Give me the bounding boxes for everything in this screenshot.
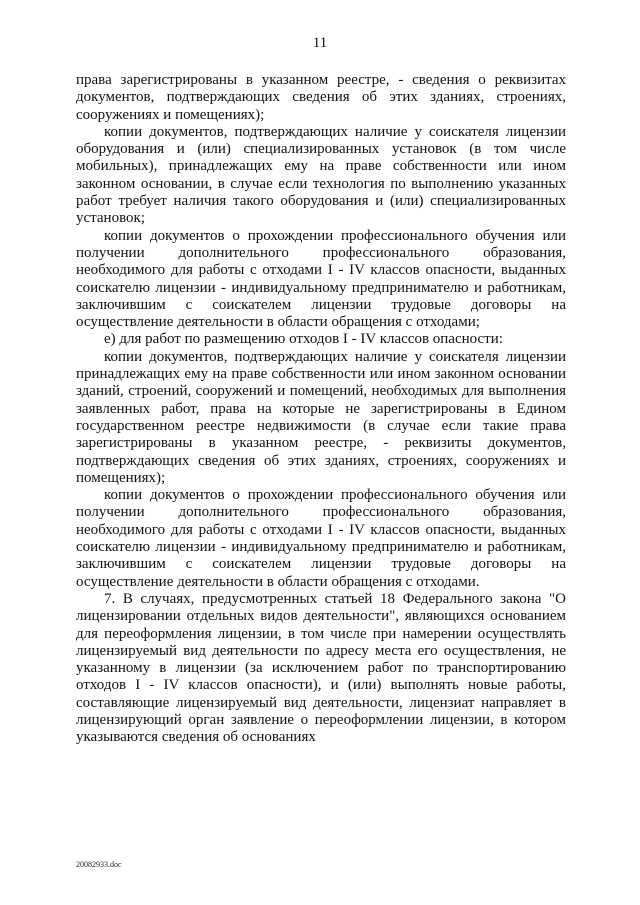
- page-number: 11: [312, 35, 328, 51]
- paragraph-training-copies: копии документов о прохождении профессионального обучения или получении дополнительного профессионального образования, необходимого для работы с отходами I - IV классов опасности, выданных соискателю лицензии - индивидуальному предпринимателю и работникам, заключившим с соискателем лицензии трудовые договоры на осуществление деятельности в области обращения с отходами;: [76, 227, 566, 331]
- paragraph-equipment-copies: копии документов, подтверждающих наличие у соискателя лицензии оборудования и (или) специализированных установок (в том числе мобильных), принадлежащих ему на праве собственности или ином законном основании, в случае если технология по выполнению указанных работ требует наличия такого оборудования и (или) специализированных установок;: [76, 123, 566, 227]
- paragraph-continuation: права зарегистрированы в указанном реестре, - сведения о реквизитах документов, подтверждающих сведения об этих зданиях, строениях, сооружениях и помещениях);: [76, 72, 566, 123]
- paragraph-item-e: е) для работ по размещению отходов I - IV классов опасности:: [104, 331, 503, 348]
- paragraph-training-copies-2: копии документов о прохождении профессионального обучения или получении дополнительного профессионального образования, необходимого для работы с отходами I - IV классов опасности, выданных соискателю лицензии - индивидуальному предпринимателю и работникам, заключившим с соискателем лицензии трудовые договоры на осуществление деятельности в области обращения с отходами.: [76, 487, 566, 590]
- paragraph-buildings-copies: копии документов, подтверждающих наличие у соискателя лицензии принадлежащих ему на праве собственности или ином законном основании зданий, строений, сооружений и помещений, необходимых для выполнения заявленных работ, права на которые не зарегистрированы в Едином государственном реестре недвижимости (в случае если такие права зарегистрированы в указанном реестре, - реквизиты документов, подтверждающих сведения об этих зданиях, строениях, сооружениях и помещениях);: [76, 348, 566, 486]
- document-body: [76, 72, 566, 747]
- footer-filename: 20082933.doc: [76, 860, 122, 869]
- paragraph-section-7: 7. В случаях, предусмотренных статьей 18 Федерального закона "О лицензировании отдельных видов деятельности", являющихся основанием для переоформления лицензии, в том числе при намерении осуществлять лицензируемый вид деятельности по адресу места его осуществления, не указанному в лицензии (за исключением работ по транспортированию отходов I - IV классов опасности), и (или) выполнять новые работы, составляющие лицензируемый вид деятельности, лицензиат направляет в лицензирующий орган заявление о переоформлении лицензии, в котором указываются сведения об основаниях: [76, 590, 566, 746]
